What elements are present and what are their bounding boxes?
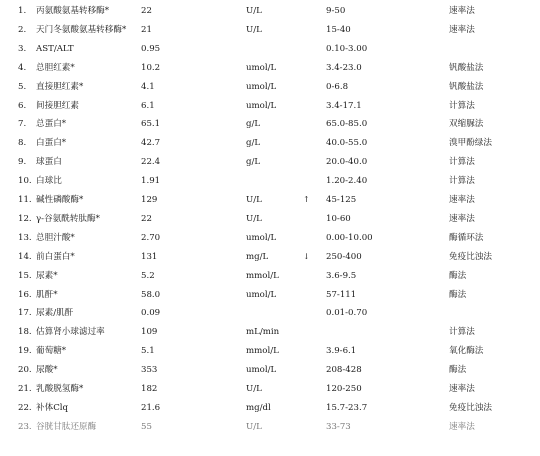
row-number: 22. [18, 402, 32, 413]
reference-range: 0.00-10.00 [326, 232, 373, 243]
table-row [0, 2, 540, 20]
test-name: 球蛋白 [36, 157, 62, 168]
test-name: 总胆红素* [36, 62, 75, 73]
result-unit: umol/L [246, 81, 277, 92]
row-number: 16. [18, 289, 32, 300]
reference-range: 10-60 [326, 213, 351, 224]
result-unit: umol/L [246, 365, 277, 376]
test-method: 免疫比浊法 [449, 251, 492, 262]
test-method: 计算法 [449, 100, 475, 111]
row-number: 11. [18, 195, 32, 205]
test-name: 直接胆红素* [36, 81, 84, 92]
reference-range: 45-125 [326, 195, 357, 205]
reference-range: 9-50 [326, 6, 346, 16]
table-row [0, 286, 540, 304]
result-value: 4.1 [141, 81, 155, 92]
test-name: 间接胆红素 [36, 100, 79, 111]
reference-range: 40.0-55.0 [326, 138, 368, 149]
table-row [0, 191, 540, 209]
test-method: 钒酸盐法 [449, 81, 484, 92]
abnormal-flag: ↓ [303, 251, 310, 261]
result-unit: mg/L [246, 251, 269, 262]
test-method: 速率法 [449, 6, 475, 16]
table-row [0, 380, 540, 398]
test-name: 天门冬氨酸氨基转移酶* [36, 24, 127, 35]
test-method: 速率法 [449, 24, 475, 35]
row-number: 1. [18, 6, 27, 16]
row-number: 18. [18, 327, 32, 338]
row-number: 2. [18, 24, 27, 35]
test-name: 估算肾小球滤过率 [36, 327, 105, 338]
result-value: 22 [141, 6, 152, 16]
result-unit: U/L [246, 384, 262, 394]
reference-range: 120-250 [326, 384, 362, 394]
test-method: 速率法 [449, 421, 475, 432]
result-value: 65.1 [141, 119, 161, 130]
test-method: 双缩脲法 [449, 119, 484, 130]
result-unit: U/L [246, 6, 262, 16]
reference-range: 33-73 [326, 421, 351, 432]
row-number: 6. [18, 100, 27, 111]
test-name: 总胆汁酸* [36, 232, 75, 243]
test-method: 免疫比浊法 [449, 402, 492, 413]
row-number: 9. [18, 157, 27, 168]
result-unit: U/L [246, 213, 262, 224]
table-row [0, 59, 540, 77]
table-row [0, 304, 540, 322]
test-method: 速率法 [449, 384, 475, 394]
test-name: 碱性磷酸酶* [36, 195, 84, 205]
table-row [0, 418, 540, 436]
test-name: 前白蛋白* [36, 251, 75, 262]
result-value: 1.91 [141, 176, 161, 187]
result-value: 21 [141, 24, 152, 35]
result-value: 58.0 [141, 289, 161, 300]
result-value: 0.09 [141, 308, 161, 319]
row-number: 3. [18, 43, 27, 54]
row-number: 21. [18, 384, 32, 394]
test-name: γ-谷氨酰转肽酶* [36, 213, 100, 224]
row-number: 23. [18, 421, 32, 432]
result-unit: mg/dl [246, 402, 271, 413]
table-row [0, 342, 540, 360]
result-value: 22.4 [141, 157, 161, 168]
table-row [0, 229, 540, 247]
result-value: 182 [141, 384, 158, 394]
result-unit: mL/min [246, 327, 280, 338]
reference-range: 3.4-17.1 [326, 100, 362, 111]
test-method: 计算法 [449, 157, 475, 168]
result-unit: umol/L [246, 100, 277, 111]
result-unit: g/L [246, 138, 261, 149]
row-number: 8. [18, 138, 27, 149]
reference-range: 3.9-6.1 [326, 346, 357, 357]
result-value: 10.2 [141, 62, 161, 73]
table-row [0, 115, 540, 133]
table-row [0, 153, 540, 171]
result-value: 21.6 [141, 402, 161, 413]
test-name: 尿素* [36, 270, 58, 281]
result-value: 42.7 [141, 138, 161, 149]
table-row [0, 134, 540, 152]
table-row [0, 97, 540, 115]
test-name: 尿酸* [36, 365, 58, 376]
result-unit: g/L [246, 157, 261, 168]
result-value: 22 [141, 213, 152, 224]
reference-range: 0.01-0.70 [326, 308, 368, 319]
result-value: 129 [141, 195, 158, 205]
result-unit: U/L [246, 195, 262, 205]
test-name: 谷胱甘肽还原酶 [36, 421, 97, 432]
row-number: 12. [18, 213, 32, 224]
table-row [0, 78, 540, 96]
test-method: 酶法 [449, 270, 467, 281]
result-value: 109 [141, 327, 158, 338]
test-name: 总蛋白* [36, 119, 67, 130]
result-unit: mmol/L [246, 346, 279, 357]
reference-range: 0.10-3.00 [326, 43, 368, 54]
test-name: 白蛋白* [36, 138, 67, 149]
result-value: 2.70 [141, 232, 161, 243]
test-name: 白球比 [36, 176, 62, 187]
test-method: 酶法 [449, 365, 467, 376]
table-row [0, 40, 540, 58]
result-value: 5.2 [141, 270, 155, 281]
test-method: 溴甲酚绿法 [449, 138, 492, 149]
test-name: 葡萄糖* [36, 346, 67, 357]
reference-range: 15-40 [326, 24, 351, 35]
result-unit: U/L [246, 421, 262, 432]
reference-range: 208-428 [326, 365, 362, 376]
row-number: 15. [18, 270, 32, 281]
test-name: AST/ALT [36, 43, 74, 54]
row-number: 19. [18, 346, 32, 357]
reference-range: 57-111 [326, 289, 357, 300]
row-number: 13. [18, 232, 32, 243]
test-method: 速率法 [449, 195, 475, 205]
result-value: 131 [141, 251, 158, 262]
test-name: 尿素/肌酐 [36, 308, 74, 319]
result-value: 353 [141, 365, 158, 376]
reference-range: 3.6-9.5 [326, 270, 357, 281]
row-number: 5. [18, 81, 27, 92]
row-number: 20. [18, 365, 32, 376]
test-method: 计算法 [449, 327, 475, 338]
test-method: 酶循环法 [449, 232, 484, 243]
table-row [0, 172, 540, 190]
row-number: 14. [18, 251, 32, 262]
result-unit: g/L [246, 119, 261, 130]
result-value: 0.95 [141, 43, 161, 54]
result-unit: umol/L [246, 289, 277, 300]
abnormal-flag: ↑ [303, 195, 310, 204]
row-number: 4. [18, 62, 27, 73]
test-name: 乳酸脱氢酶* [36, 384, 84, 394]
reference-range: 15.7-23.7 [326, 402, 368, 413]
result-value: 5.1 [141, 346, 155, 357]
reference-range: 3.4-23.0 [326, 62, 362, 73]
test-method: 酶法 [449, 289, 467, 300]
reference-range: 65.0-85.0 [326, 119, 368, 130]
row-number: 17. [18, 308, 32, 319]
test-method: 钒酸盐法 [449, 62, 484, 73]
result-unit: umol/L [246, 62, 277, 73]
table-row [0, 267, 540, 285]
result-value: 55 [141, 421, 152, 432]
result-unit: umol/L [246, 232, 277, 243]
result-unit: mmol/L [246, 270, 279, 281]
table-row [0, 323, 540, 341]
reference-range: 1.20-2.40 [326, 176, 368, 187]
result-value: 6.1 [141, 100, 155, 111]
test-method: 氧化酶法 [449, 346, 484, 357]
table-row [0, 21, 540, 39]
row-number: 10. [18, 176, 32, 187]
test-method: 速率法 [449, 213, 475, 224]
reference-range: 20.0-40.0 [326, 157, 368, 168]
result-unit: U/L [246, 24, 262, 35]
reference-range: 250-400 [326, 251, 362, 262]
test-name: 肌酐* [36, 289, 58, 300]
table-row [0, 399, 540, 417]
test-name: 丙氨酸氨基转移酶* [36, 6, 110, 16]
table-row [0, 248, 540, 266]
test-method: 计算法 [449, 176, 475, 187]
row-number: 7. [18, 119, 27, 130]
reference-range: 0-6.8 [326, 81, 349, 92]
table-row [0, 210, 540, 228]
table-row [0, 361, 540, 379]
test-name: 补体Clq [36, 402, 69, 413]
